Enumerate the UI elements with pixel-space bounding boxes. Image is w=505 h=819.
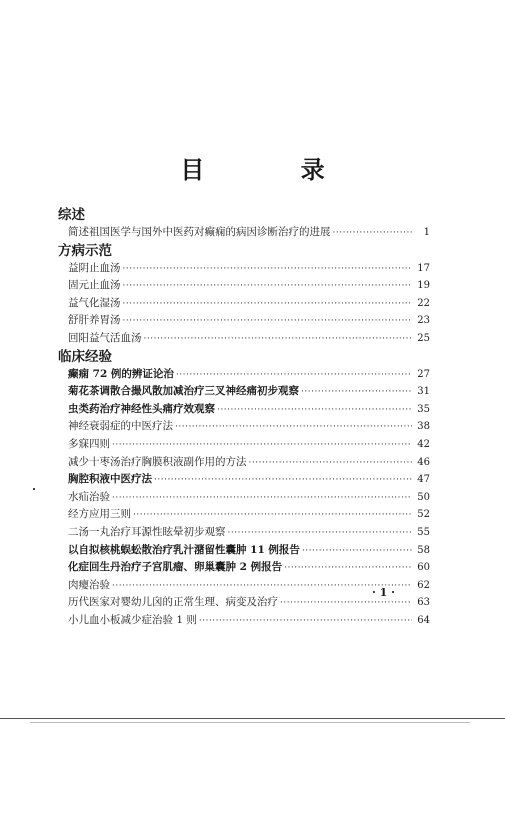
toc-entry-page: 27: [417, 368, 430, 380]
dot-leader: [144, 331, 413, 349]
toc-entry[interactable]: [58, 489, 430, 507]
toc-entry-page: 35: [417, 403, 430, 415]
dot-leader: [123, 296, 413, 314]
toc-entry[interactable]: [58, 418, 430, 436]
toc-entry[interactable]: [58, 454, 430, 472]
toc-entry-page: 52: [417, 509, 430, 521]
dot-leader: [301, 384, 412, 402]
dot-leader: [123, 261, 413, 279]
toc-entry-title: 肉瘿治验: [68, 578, 110, 591]
toc-entry-title: 经方应用三则: [68, 508, 131, 521]
toc-entry-page: 19: [417, 280, 430, 292]
toc-entry[interactable]: [58, 366, 430, 384]
toc-entry[interactable]: [58, 295, 430, 313]
toc-entry-title: 回阳益气活血汤: [68, 331, 142, 344]
toc-entry-title: 化症回生丹治疗子宫肌瘤、卵巢囊肿 2 例报告: [68, 561, 283, 574]
toc-entry-title: 小儿血小板减少症治验 1 则: [68, 613, 197, 626]
toc-entry-title: 神经衰弱症的中医疗法: [68, 420, 173, 433]
toc-entry-page: 46: [417, 456, 430, 468]
dot-leader: [112, 437, 412, 455]
toc-entry-page: 55: [417, 526, 430, 538]
toc-entry-page: 42: [417, 438, 430, 450]
section-heading-clinical: 临床经验: [58, 348, 112, 365]
dot-leader: [249, 455, 413, 473]
toc-entry-title: 虫类药治疗神经性头痛疗效观察: [68, 402, 215, 415]
section-heading-formulas: 方病示范: [58, 242, 112, 259]
dot-leader: [112, 490, 412, 508]
toc-entry-title: 历代医家对婴幼儿囟的正常生理、病变及治疗: [68, 596, 278, 609]
toc-entry-page: 63: [417, 597, 430, 609]
toc-entry-page: 22: [417, 297, 430, 309]
toc-entry-page: 62: [417, 579, 430, 591]
toc-entry-page: 47: [417, 474, 430, 486]
dot-leader: [175, 419, 412, 437]
dot-leader: [112, 578, 412, 596]
toc-entry[interactable]: [58, 506, 430, 524]
toc-entry-page: 1: [423, 227, 430, 238]
toc-entry[interactable]: [58, 383, 430, 401]
dot-leader: [228, 525, 413, 543]
toc-entry-title: 胸腔积液中医疗法: [68, 473, 152, 486]
dot-leader: [302, 543, 412, 561]
dot-leader: [154, 472, 412, 490]
toc-entry-page: 31: [417, 386, 430, 398]
toc-entry-page: 23: [417, 315, 430, 327]
bottom-rule: [0, 718, 505, 719]
bottom-rule-secondary: [30, 722, 470, 723]
toc-entry-page: 50: [417, 491, 430, 503]
toc-entry-page: 38: [417, 421, 430, 433]
section-heading-review: 综述: [58, 207, 85, 223]
toc-entry[interactable]: [58, 436, 430, 454]
toc-entry[interactable]: [58, 224, 430, 242]
toc-entry-title: 简述祖国医学与国外中医药对癫痫的病因诊断治疗的进展: [68, 226, 331, 238]
toc-entry[interactable]: [58, 260, 430, 278]
toc-entry-page: 58: [417, 544, 430, 556]
toc-entry-title: 益阴止血汤: [68, 261, 121, 274]
toc-entry-title: 舒肝养胃汤: [68, 314, 121, 327]
toc-entry-title: 益气化湿汤: [68, 296, 121, 309]
toc-entry[interactable]: [58, 524, 430, 542]
toc-entry-title: 减少十枣汤治疗胸膜积液副作用的方法: [68, 455, 247, 468]
toc-entry[interactable]: [58, 612, 430, 630]
toc-entry-title: 水疝治验: [68, 490, 110, 503]
toc-entry[interactable]: [58, 471, 430, 489]
dot-leader: [176, 367, 412, 385]
dot-leader: [333, 225, 413, 243]
toc-entry-page: 17: [417, 262, 430, 274]
toc-entry-title: 多寐四则: [68, 437, 110, 450]
toc-entry[interactable]: [58, 401, 430, 419]
toc-entry[interactable]: [58, 559, 430, 577]
table-of-contents: [58, 206, 430, 629]
dot-leader: [284, 560, 412, 578]
toc-entry[interactable]: [58, 542, 430, 560]
toc-entry-title: 菊花茶调散合撮风散加减治疗三叉神经痛初步观察: [68, 385, 299, 398]
toc-entry-page: 60: [417, 562, 430, 574]
toc-entry-page: 64: [417, 614, 430, 626]
toc-entry[interactable]: [58, 330, 430, 348]
toc-entry-page: 25: [417, 332, 430, 344]
scan-speck: [33, 488, 35, 490]
page-number: · 1 ·: [372, 586, 395, 599]
toc-entry[interactable]: [58, 312, 430, 330]
dot-leader: [123, 313, 413, 331]
toc-entry-title: 二汤一丸治疗耳源性眩晕初步观察: [68, 525, 226, 538]
toc-entry-title: 以自拟核桃蜈蚣散治疗乳汁潴留性囊肿 11 例报告: [68, 543, 300, 556]
page-title: 目 录: [180, 156, 369, 184]
toc-entry-title: 固元止血汤: [68, 279, 121, 292]
dot-leader: [217, 402, 412, 420]
dot-leader: [133, 507, 412, 525]
dot-leader: [123, 278, 413, 296]
dot-leader: [199, 613, 412, 631]
toc-entry-title: 癫痫 72 例的辨证论治: [68, 367, 174, 380]
toc-entry[interactable]: [58, 277, 430, 295]
